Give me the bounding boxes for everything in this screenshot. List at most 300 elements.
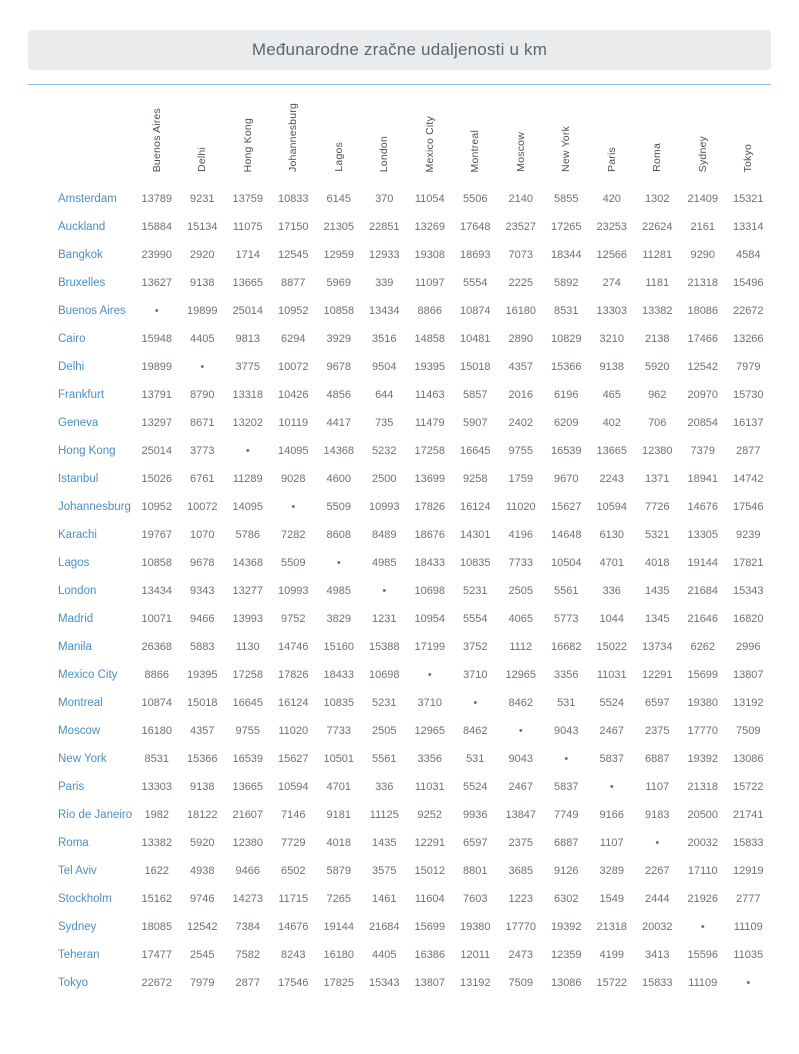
distance-cell: 12919 [732, 865, 764, 877]
distance-cell: 11281 [642, 249, 673, 261]
distance-cell: • [564, 753, 569, 765]
distance-cell: 9466 [235, 865, 260, 877]
distance-cell: 2138 [645, 333, 670, 345]
row-header-city[interactable]: Moscow [58, 725, 101, 737]
distance-cell: 15134 [186, 221, 218, 233]
distance-cell: 1107 [645, 781, 670, 793]
distance-cell: 3773 [190, 445, 215, 457]
distance-cell: 14648 [550, 529, 582, 541]
distance-cell: • [336, 557, 341, 569]
distance-cell: 402 [602, 417, 621, 429]
distance-cell: 18085 [141, 921, 173, 933]
distance-cell: 12011 [460, 949, 491, 961]
distance-cell: 5524 [463, 781, 488, 793]
distance-cell: 5837 [599, 753, 624, 765]
distance-cell: 1302 [645, 193, 670, 205]
distance-cell: 15627 [277, 753, 309, 765]
distance-cell: 19392 [550, 921, 582, 933]
distance-cell: 6597 [463, 837, 488, 849]
distance-cell: 9755 [235, 725, 260, 737]
distance-cell: 16682 [550, 641, 582, 653]
distance-cell: 6887 [645, 753, 670, 765]
distance-cell: 13192 [459, 977, 491, 989]
distance-cell: 5554 [463, 613, 488, 625]
distance-cell: • [200, 361, 205, 373]
distance-cell: 17477 [141, 949, 173, 961]
distance-cell: 3929 [326, 333, 351, 345]
distance-cell: 11463 [414, 389, 445, 401]
distance-cell: 7509 [508, 977, 533, 989]
distance-cell: 11031 [414, 781, 445, 793]
distance-cell: 8790 [190, 389, 215, 401]
distance-cell: 2267 [645, 865, 670, 877]
distance-cell: 7749 [554, 809, 579, 821]
distance-cell: 1044 [599, 613, 624, 625]
distance-cell: 2161 [690, 221, 715, 233]
distance-cell: 4196 [508, 529, 533, 541]
table-body [28, 185, 771, 997]
distance-cell: 10698 [414, 585, 446, 597]
distance-cell: 3356 [554, 669, 579, 681]
distance-cell: 8462 [463, 725, 488, 737]
distance-cell: 2500 [372, 473, 397, 485]
distance-cell: 5857 [463, 389, 488, 401]
distance-cell: 13665 [232, 781, 264, 793]
distance-cell: 8801 [463, 865, 488, 877]
distance-cell: 16180 [323, 949, 355, 961]
distance-cell: 9258 [463, 473, 488, 485]
distance-cell: 22624 [641, 221, 673, 233]
distance-cell: 9043 [508, 753, 533, 765]
distance-cell: 14095 [232, 501, 264, 513]
row-header-city[interactable]: Mexico City [58, 669, 118, 681]
distance-cell: 8489 [372, 529, 397, 541]
distance-cell: 20970 [687, 389, 719, 401]
distance-cell: 7384 [235, 921, 260, 933]
distance-cell: 21318 [687, 277, 719, 289]
distance-cell: 2505 [372, 725, 397, 737]
column-header-mexico-city: Mexico City [423, 115, 436, 172]
table-row [28, 773, 771, 801]
distance-cell: 22672 [141, 977, 173, 989]
row-header-city[interactable]: Tel Aviv [58, 865, 97, 877]
distance-cell: 9181 [326, 809, 351, 821]
distance-cell: 17826 [277, 669, 309, 681]
distance-cell: 16180 [505, 305, 537, 317]
distance-cell: 5561 [554, 585, 579, 597]
distance-cell: 10426 [277, 389, 309, 401]
distance-cell: 1371 [645, 473, 670, 485]
column-header-delhi: Delhi [196, 147, 209, 172]
distance-cell: 336 [602, 585, 621, 597]
table-row [28, 829, 771, 857]
distance-cell: 18122 [186, 809, 218, 821]
column-header-paris: Paris [605, 147, 618, 172]
row-header-city[interactable]: Auckland [58, 221, 106, 233]
distance-cell: 10993 [368, 501, 400, 513]
distance-cell: 3356 [417, 753, 442, 765]
distance-cell: 10119 [278, 417, 309, 429]
distance-cell: 2243 [599, 473, 624, 485]
distance-cell: 1622 [144, 865, 169, 877]
distance-cell: 6145 [326, 193, 351, 205]
distance-cell: 12380 [641, 445, 673, 457]
distance-cell: 4985 [372, 557, 397, 569]
table-row [28, 241, 771, 269]
row-header-city[interactable]: Tokyo [58, 977, 89, 989]
distance-cell: 14095 [277, 445, 309, 457]
distance-cell: 15012 [414, 865, 446, 877]
table-row [28, 437, 771, 465]
distance-cell: 13382 [141, 837, 173, 849]
distance-cell: 16645 [459, 445, 491, 457]
row-header-city[interactable]: Amsterdam [58, 193, 117, 205]
distance-cell: 13993 [232, 613, 264, 625]
distance-cell: 13202 [232, 417, 264, 429]
distance-cell: 13847 [505, 809, 537, 821]
distance-cell: 13297 [141, 417, 173, 429]
distance-cell: 25014 [141, 445, 173, 457]
distance-cell: 15948 [141, 333, 173, 345]
distance-cell: 17258 [232, 669, 264, 681]
distance-cell: 10874 [459, 305, 491, 317]
distance-cell: 4018 [645, 557, 670, 569]
distance-cell: 706 [648, 417, 667, 429]
distance-cell: 13192 [732, 697, 764, 709]
distance-cell: 3775 [235, 361, 260, 373]
row-header-city[interactable]: Teheran [58, 949, 100, 961]
distance-cell: 9678 [326, 361, 351, 373]
distance-cell: • [382, 585, 387, 597]
distance-cell: 15321 [732, 193, 764, 205]
row-header-city[interactable]: Stockholm [58, 893, 112, 905]
distance-cell: 3575 [372, 865, 397, 877]
row-header-city[interactable]: Roma [58, 837, 89, 849]
distance-cell: 15022 [596, 641, 628, 653]
distance-cell: 10594 [277, 781, 309, 793]
distance-cell: 17265 [550, 221, 582, 233]
distance-cell: 4357 [508, 361, 533, 373]
distance-cell: 17150 [277, 221, 309, 233]
distance-cell: 15018 [186, 697, 218, 709]
table-row [28, 325, 771, 353]
distance-cell: 9166 [599, 809, 624, 821]
distance-cell: 14742 [732, 473, 764, 485]
distance-cell: 4065 [508, 613, 533, 625]
row-header-city[interactable]: Lagos [58, 557, 90, 569]
distance-cell: 2777 [736, 893, 761, 905]
distance-cell: 8608 [326, 529, 351, 541]
distance-cell: 8671 [190, 417, 215, 429]
distance-cell: 12965 [505, 669, 537, 681]
row-header-city[interactable]: Manila [58, 641, 92, 653]
row-header-city[interactable]: London [58, 585, 97, 597]
distance-cell: 13303 [596, 305, 628, 317]
distance-cell: 13699 [414, 473, 446, 485]
distance-cell: 644 [375, 389, 394, 401]
distance-cell: 735 [375, 417, 394, 429]
distance-cell: 15388 [368, 641, 400, 653]
row-header-city[interactable]: Sydney [58, 921, 97, 933]
distance-cell: 4357 [190, 725, 215, 737]
distance-cell: 5232 [372, 445, 397, 457]
distance-cell: 19308 [414, 249, 446, 261]
distance-cell: 12566 [596, 249, 628, 261]
row-header-city[interactable]: Johannesburg [58, 501, 131, 513]
distance-cell: 1549 [599, 893, 624, 905]
distance-cell: 5969 [326, 277, 351, 289]
distance-cell: 3710 [417, 697, 442, 709]
distance-cell: 2402 [508, 417, 533, 429]
distance-cell: 13807 [414, 977, 446, 989]
distance-cell: 3685 [508, 865, 533, 877]
distance-cell: 5786 [235, 529, 260, 541]
distance-cell: 2890 [508, 333, 533, 345]
distance-cell: 5321 [645, 529, 670, 541]
distance-cell: 6502 [281, 865, 306, 877]
distance-cell: 2996 [736, 641, 761, 653]
distance-cell: 21318 [687, 781, 719, 793]
distance-cell: 17770 [505, 921, 537, 933]
distance-cell: 8462 [508, 697, 533, 709]
table-row [28, 605, 771, 633]
distance-cell: 1461 [372, 893, 397, 905]
distance-cell: 4701 [326, 781, 351, 793]
distance-cell: 9231 [190, 193, 215, 205]
table-row [28, 633, 771, 661]
distance-cell: 336 [375, 781, 394, 793]
distance-cell: 9138 [190, 781, 215, 793]
table-row [28, 717, 771, 745]
distance-cell: 5554 [463, 277, 488, 289]
distance-cell: 14858 [414, 333, 446, 345]
distance-cell: 16539 [550, 445, 582, 457]
distance-cell: 12291 [641, 669, 673, 681]
distance-cell: 12959 [323, 249, 355, 261]
table-row [28, 745, 771, 773]
distance-cell: 9043 [554, 725, 579, 737]
table-row [28, 409, 771, 437]
distance-cell: 274 [602, 277, 621, 289]
distance-cell: 9183 [645, 809, 670, 821]
distance-cell: 6761 [190, 473, 215, 485]
table-row [28, 521, 771, 549]
distance-cell: 16180 [141, 725, 173, 737]
distance-cell: 4405 [372, 949, 397, 961]
distance-cell: 13269 [414, 221, 446, 233]
distance-cell: 15160 [323, 641, 355, 653]
distance-cell: 19767 [141, 529, 173, 541]
row-header-city[interactable]: Karachi [58, 529, 97, 541]
distance-cell: 8243 [281, 949, 306, 961]
row-header-city[interactable]: Delhi [58, 361, 85, 373]
distance-cell: 11075 [232, 221, 263, 233]
distance-cell: 16124 [459, 501, 491, 513]
distance-cell: 10072 [277, 361, 309, 373]
distance-cell: 9670 [554, 473, 579, 485]
distance-cell: 3710 [463, 669, 488, 681]
table-row [28, 969, 771, 997]
distance-cell: 13759 [232, 193, 264, 205]
distance-cell: 14746 [277, 641, 309, 653]
distance-cell: 10835 [323, 697, 355, 709]
distance-cell: 465 [602, 389, 621, 401]
distance-cell: 21684 [687, 585, 719, 597]
distance-cell: 10858 [141, 557, 173, 569]
distance-cell: 1435 [372, 837, 397, 849]
distance-cell: 5892 [554, 277, 579, 289]
distance-cell: 15722 [732, 781, 764, 793]
distance-cell: 18344 [550, 249, 582, 261]
distance-cell: 15699 [687, 669, 719, 681]
distance-cell: 9678 [190, 557, 215, 569]
distance-cell: 3413 [645, 949, 670, 961]
distance-cell: 7979 [736, 361, 761, 373]
distance-cell: 19395 [186, 669, 218, 681]
distance-cell: 7146 [281, 809, 306, 821]
distance-cell: 26368 [141, 641, 173, 653]
distance-cell: 4405 [190, 333, 215, 345]
distance-cell: 16645 [232, 697, 264, 709]
distance-cell: 2877 [235, 977, 260, 989]
document-page [0, 30, 799, 1054]
table-row [28, 465, 771, 493]
distance-cell: 19899 [141, 361, 173, 373]
distance-cell: 2225 [508, 277, 533, 289]
distance-cell: 3752 [463, 641, 488, 653]
distance-cell: • [700, 921, 705, 933]
distance-cell: 16539 [232, 753, 264, 765]
distance-cell: 17648 [459, 221, 491, 233]
row-header-city[interactable]: Bangkok [58, 249, 103, 261]
row-header-city[interactable]: Geneva [58, 417, 99, 429]
distance-cell: 10952 [141, 501, 173, 513]
distance-cell: 531 [466, 753, 485, 765]
distance-cell: 21646 [687, 613, 719, 625]
row-header-city[interactable]: Buenos Aires [58, 305, 126, 317]
distance-cell: 11109 [688, 977, 718, 989]
distance-cell: 21607 [232, 809, 264, 821]
distance-cell: 15833 [641, 977, 673, 989]
row-header-city[interactable]: Bruxelles [58, 277, 106, 289]
distance-cell: 15722 [596, 977, 628, 989]
distance-matrix-table [28, 85, 771, 997]
distance-cell: 5883 [190, 641, 215, 653]
distance-cell: 17546 [732, 501, 764, 513]
distance-cell: 2473 [508, 949, 533, 961]
table-row [28, 913, 771, 941]
row-header-city[interactable]: Hong Kong [58, 445, 116, 457]
distance-cell: 13305 [687, 529, 719, 541]
table-row [28, 381, 771, 409]
distance-cell: 9252 [417, 809, 442, 821]
distance-cell: 13318 [232, 389, 264, 401]
column-header-montreal: Montreal [469, 129, 482, 172]
distance-cell: 25014 [232, 305, 264, 317]
distance-cell: 19392 [687, 753, 719, 765]
distance-cell: 5879 [326, 865, 351, 877]
row-header-city[interactable]: Madrid [58, 613, 94, 625]
distance-cell: 10071 [141, 613, 173, 625]
distance-cell: 23990 [141, 249, 173, 261]
distance-cell: • [655, 837, 660, 849]
row-header-city[interactable]: Rio de Janeiro [58, 809, 133, 821]
distance-cell: 2140 [508, 193, 533, 205]
distance-cell: 23527 [505, 221, 537, 233]
distance-cell: 1435 [645, 585, 670, 597]
distance-cell: 10698 [368, 669, 400, 681]
distance-cell: 13734 [641, 641, 673, 653]
distance-cell: 3516 [372, 333, 397, 345]
distance-cell: 2545 [190, 949, 215, 961]
distance-cell: 11020 [505, 501, 536, 513]
row-header-city[interactable]: Frankfurt [58, 389, 105, 401]
distance-cell: 8531 [554, 305, 579, 317]
row-header-city[interactable]: New York [58, 753, 107, 765]
distance-cell: 8877 [281, 277, 306, 289]
distance-cell: • [518, 725, 523, 737]
distance-cell: 1130 [235, 641, 260, 653]
distance-cell: 5837 [554, 781, 579, 793]
distance-cell: • [427, 669, 432, 681]
distance-cell: 17821 [732, 557, 764, 569]
distance-cell: 4938 [190, 865, 215, 877]
table-row [28, 941, 771, 969]
distance-cell: 15343 [368, 977, 400, 989]
distance-cell: 13086 [732, 753, 764, 765]
table-row [28, 857, 771, 885]
distance-cell: 21318 [596, 921, 628, 933]
row-header-city[interactable]: Istanbul [58, 473, 99, 485]
row-header-city[interactable]: Cairo [58, 333, 86, 345]
distance-cell: 9290 [690, 249, 715, 261]
distance-cell: 13665 [232, 277, 264, 289]
distance-cell: 7282 [281, 529, 306, 541]
distance-cell: 10829 [550, 333, 582, 345]
table-row [28, 185, 771, 213]
distance-cell: 15699 [414, 921, 446, 933]
distance-cell: 13086 [550, 977, 582, 989]
distance-cell: 20032 [641, 921, 673, 933]
distance-cell: 4018 [326, 837, 351, 849]
distance-cell: 17770 [687, 725, 719, 737]
distance-cell: 9746 [190, 893, 215, 905]
distance-cell: 8866 [144, 669, 169, 681]
distance-cell: 4985 [326, 585, 351, 597]
distance-cell: 11604 [414, 893, 445, 905]
distance-cell: 21741 [732, 809, 764, 821]
table-row [28, 549, 771, 577]
distance-cell: 1982 [144, 809, 169, 821]
distance-cell: 10835 [459, 557, 491, 569]
table-row [28, 213, 771, 241]
distance-cell: 11097 [414, 277, 445, 289]
distance-cell: 15026 [141, 473, 173, 485]
distance-cell: 21926 [687, 893, 719, 905]
row-header-city[interactable]: Paris [58, 781, 85, 793]
distance-cell: 15596 [687, 949, 719, 961]
distance-cell: 2375 [645, 725, 670, 737]
distance-cell: 21305 [323, 221, 355, 233]
column-header-sydney: Sydney [696, 135, 709, 172]
distance-cell: • [245, 445, 250, 457]
distance-cell: 7073 [508, 249, 533, 261]
distance-cell: 5855 [554, 193, 579, 205]
distance-cell: 339 [375, 277, 394, 289]
table-row [28, 661, 771, 689]
distance-cell: 14301 [459, 529, 491, 541]
row-header-city[interactable]: Montreal [58, 697, 103, 709]
